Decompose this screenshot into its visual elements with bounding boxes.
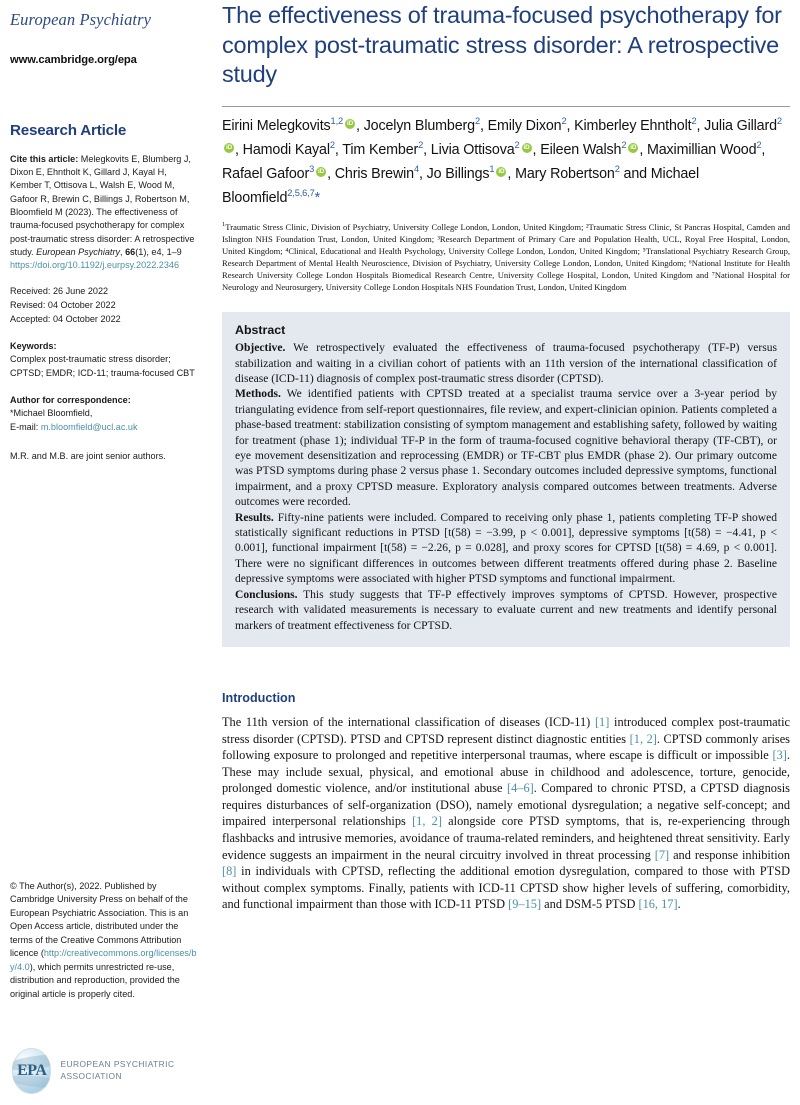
- author-separator: ,: [566, 117, 575, 134]
- author-separator: ,: [356, 117, 364, 134]
- author-separator: and: [619, 165, 651, 182]
- abstract-paragraph: [235, 511, 777, 588]
- article-type-heading: Research Article: [10, 122, 127, 140]
- author-affiliation-marker: 4: [413, 163, 420, 174]
- author-name: Jo Billings: [426, 165, 490, 182]
- affiliations-text: Traumatic Stress Clinic, Division of Psychiatry, University College London, London, United Kingdom; ²Traumatic Stress Clinic, St Pancras Hospital, Camden and Islington NHS Foundation Trust, London, United Kingdom; ³Research Department of Primary Care and Population Health, UCL, Royal Free Hospital, London, United Kingdom; ⁴Clinical, Educational and Health Psychology, University College London, London, United Kingdom; ⁵Translational Psychiatry Research Group, Research Department of Mental Health Neuroscience, Division of Psychiatry, University College London, London, United Kingdom; ⁶National Institute for Health Research University College London Hospitals Biomedical Research Centre, University College Hospital, London, United Kingdom and ⁷National Hospital for Neurology and Neurosurgery, University College London Hospitals NHS Foundation Trust, London, United Kingdom: [222, 221, 790, 293]
- orcid-icon[interactable]: [316, 167, 326, 177]
- author-affiliation-marker: 2: [329, 139, 335, 150]
- author-name: Kimberley Ehntholt: [574, 117, 692, 134]
- author-name: Livia Ottisova: [430, 141, 515, 158]
- creative-commons-link[interactable]: http://creativecommons.org/licenses/by/4.0: [10, 948, 197, 972]
- publication-dates: [10, 285, 197, 326]
- date-accepted: Accepted: 04 October 2022: [10, 313, 121, 324]
- reference-citation[interactable]: [9–15]: [508, 897, 542, 912]
- author-separator: ,: [334, 141, 343, 158]
- abstract-paragraph-label: Conclusions.: [235, 588, 298, 601]
- orcid-icon[interactable]: [224, 143, 234, 153]
- abstract-heading: Abstract: [235, 323, 286, 338]
- email-link[interactable]: m.bloomfield@ucl.ac.uk: [40, 421, 138, 432]
- author-name: Hamodi Kayal: [242, 141, 330, 158]
- reference-citation[interactable]: [7]: [654, 847, 670, 862]
- author-affiliation-marker: 2: [514, 139, 520, 150]
- author-separator: ,: [761, 141, 766, 158]
- author-name: Tim Kember: [342, 141, 419, 158]
- citation-block: Cite this article: Melegkovits E, Blumberg J, Dixon E, Ehntholt K, Gillard J, Kayal H, Kember T, Ottisova L, Walsh E, Wood M, Gafoor R, Brewin C, Billings J, Robertson M, Bloomfield M (2023). The effectiveness of trauma-focused psychotherapy for complex post-traumatic stress disorder: A retrospective study. European Psychiatry, 66(1), e4, 1–9 https://doi.org/10.1192/j.eurpsy.2022.2346: [10, 153, 195, 271]
- date-received: Received: 26 June 2022: [10, 286, 109, 297]
- cite-text: Melegkovits E, Blumberg J, Dixon E, Ehntholt K, Gillard J, Kayal H, Kember T, Ottisova L, Walsh E, Wood M, Gafoor R, Brewin C, Billings J, Robertson M, Bloomfield M (2023). The effectiveness of trauma-focused psychotherapy for complex post-traumatic stress disorder: A retrospective study.: [10, 153, 195, 257]
- author-separator: ,: [507, 165, 516, 182]
- author-separator: ,: [532, 141, 541, 158]
- reference-citation[interactable]: [3]: [772, 748, 787, 763]
- author-affiliation-marker: 2: [418, 139, 424, 150]
- reference-citation[interactable]: [8]: [222, 864, 237, 879]
- main-column: [213, 0, 800, 1105]
- globe-icon: [12, 1048, 51, 1094]
- journal-masthead: European Psychiatry: [10, 10, 152, 29]
- joint-authors-note: M.R. and M.B. are joint senior authors.: [10, 450, 166, 461]
- author-affiliation-marker: 3: [309, 163, 315, 174]
- abstract-paragraph-text: This study suggests that TF-P effectively improves symptoms of CPTSD. However, prospective research with validated measurements is necessary to evaluate current and new treatments and identify personal markers of treatment effectiveness for CPTSD.: [235, 588, 777, 632]
- abstract-paragraph-text: We retrospectively evaluated the effectiveness of trauma-focused psychotherapy (TF-P) versus stabilization and waiting in a civilian cohort of patients with an 11th version of the international classification of disease (ICD-11) diagnosis of complex post-traumatic stress disorder (CPTSD).: [235, 342, 777, 386]
- orcid-icon[interactable]: [628, 143, 638, 153]
- orcid-icon[interactable]: [522, 143, 532, 153]
- epa-logo-text: EPA: [17, 1062, 47, 1079]
- copyright-part-1: © The Author(s), 2022. Published by Cambridge University Press on behalf of the European Psychiatric Association. This is an Open Access article, distributed under the terms of the Creative Commons Attribution licence (: [10, 881, 189, 959]
- reference-citation[interactable]: [4–6]: [506, 781, 534, 796]
- correspondence-email-row: [10, 421, 197, 435]
- author-affiliation-marker: 2: [691, 115, 697, 126]
- reference-citation[interactable]: [1, 2]: [412, 814, 442, 829]
- author-separator: ,: [479, 117, 488, 134]
- author-separator: ,: [419, 165, 427, 182]
- abstract-paragraph: [235, 387, 777, 510]
- date-revised: Revised: 04 October 2022: [10, 299, 116, 310]
- copyright-notice: [10, 880, 197, 1001]
- introduction-paragraph: The 11th version of the international classification of diseases (ICD-11) [1] introduced complex post-traumatic stress disorder (CPTSD). PTSD and CPTSD represent distinct diagnostic entities [1, 2]. CPTSD commonly arises following exposure to prolonged and repetitive interpersonal traumas, where escape is difficult or impossible [3]. These may include sexual, physical, and emotional abuse in childhood and adolescence, torture, genocide, prolonged domestic violence, and/or institutional abuse [4–6]. Compared to chronic PTSD, a CPTSD diagnosis requires disturbances of self-organization (DSO), namely emotional dysregulation; a negative self-concept; and impaired interpersonal relationships [1, 2] alongside core PTSD symptoms, that is, re-experiencing through flashbacks and intrusive memories, avoidance of trauma-related reminders, and heightened threat sensitivity. Early evidence suggests an impairment in the neural circuitry involved in threat processing [7] and response inhibition [8] in individuals with CPTSD, reflecting the additional emotion dysregulation, compared to those with PTSD without complex symptoms. Finally, patients with ICD-11 CPTSD show higher levels of suffering, comorbidity, and functional impairment than those with ICD-11 PTSD [9–15] and DSM-5 PTSD [16, 17].: [222, 714, 791, 912]
- author-name: Michael Bloomfield: [222, 165, 699, 206]
- author-affiliation-marker: 2,5,6,7: [287, 188, 315, 199]
- author-name: Maximillian Wood: [647, 141, 757, 158]
- author-separator: ,: [696, 117, 705, 134]
- author-name: Jocelyn Blumberg: [363, 117, 475, 134]
- author-affiliation-marker: 2: [614, 163, 620, 174]
- author-list: [222, 114, 790, 210]
- author-affiliation-marker: 1: [489, 163, 495, 174]
- correspondence-name: *Michael Bloomfield,: [10, 408, 93, 419]
- email-label: E-mail:: [10, 421, 41, 432]
- reference-citation[interactable]: [1, 2]: [629, 731, 657, 746]
- cite-journal: European Psychiatry: [36, 246, 121, 257]
- author-name: Julia Gillard: [704, 117, 777, 134]
- sidebar: [0, 0, 213, 1105]
- orcid-icon[interactable]: [496, 167, 506, 177]
- corresponding-author-marker: *: [314, 189, 321, 206]
- author-name: Rafael Gafoor: [222, 165, 310, 182]
- abstract-box: [222, 312, 790, 647]
- author-affiliation-marker: 1,2: [330, 115, 344, 126]
- author-affiliation-marker: 2: [756, 139, 762, 150]
- author-separator: ,: [639, 141, 647, 158]
- cite-volume: 66: [125, 246, 136, 257]
- correspondence-heading: Author for correspondence:: [10, 395, 131, 406]
- author-name: Eileen Walsh: [540, 141, 622, 158]
- author-name: Emily Dixon: [487, 117, 562, 134]
- doi-link[interactable]: https://doi.org/10.1192/j.eurpsy.2022.2346: [10, 260, 180, 271]
- page-title: The effectiveness of trauma-focused psychotherapy for complex post-traumatic stress disorder: A retrospective study: [222, 2, 782, 88]
- author-name: Eirini Melegkovits: [222, 117, 331, 134]
- abstract-paragraph-text: We identified patients with CPTSD treated at a specialist trauma service over a 3-year period by triangulating evidence from self-report questionnaires, file review, and expert-clinician opinion. Patients completed a phase-based treatment: stabilization consisting of symptom management and establishing safety, followed by waiting for treatment (phase 1); individual TF-P in the form of trauma-focused cognitive behavioral therapy (TF-CBT), or eye movement desensitization and reprocessing (EMDR) or TF-CBT plus EMDR (phase 2). Our primary outcome was PTSD symptoms during phase 2 versus phase 1. Secondary outcomes included depressive symptoms, functional impairment, and a proxy CPTSD measure. Exploratory analysis compared outcomes between treatments. Adverse outcomes were recorded.: [235, 388, 777, 509]
- author-separator: ,: [327, 165, 335, 182]
- abstract-paragraph-text: Fifty-nine patients were included. Compared to receiving only phase 1, patients completing TF-P showed statistically significant reductions in PTSD [t(58) = −3.99, p < 0.001], depressive symptoms [t(58) = −4.41, p < 0.001], functional impairment [t(58) = −2.26, p = 0.028], and proxy scores for CPTSD [t(58) = 4.69, p < 0.001]. There were no significant differences in outcomes between different treatments offered during phase 2. Baseline depressive symptoms were associated with higher PTSD symptoms and functional impairment.: [235, 511, 777, 586]
- keywords-list: Complex post-traumatic stress disorder; CPTSD; EMDR; ICD-11; trauma-focused CBT: [10, 354, 195, 378]
- journal-url[interactable]: www.cambridge.org/epa: [10, 54, 137, 67]
- abstract-paragraph-label: Results.: [235, 511, 274, 524]
- author-affiliation-marker: 2: [621, 139, 627, 150]
- abstract-paragraphs: [235, 341, 777, 634]
- abstract-paragraph-label: Methods.: [235, 388, 281, 401]
- introduction-heading: Introduction: [222, 690, 296, 705]
- title-divider: [222, 106, 790, 107]
- affiliations-block: $^1$Traumatic Stress Clinic, Division of Psychiatry, University College London, London, United Kingdom; ²Traumatic Stress Clinic, St Pancras Hospital, Camden and Islington NHS Foundation Trust, London, United Kingdom; ³Research Department of Primary Care and Population Health, UCL, Royal Free Hospital, London, United Kingdom; ⁴Clinical, Educational and Health Psychology, University College London, London, United Kingdom; ⁵Translational Psychiatry Research Group, Research Department of Mental Health Neuroscience, Division of Psychiatry, University College London, London, United Kingdom; ⁶National Institute for Health Research University College London Hospitals Biomedical Research Centre, University College Hospital, London, United Kingdom and ⁷National Hospital for Neurology and Neurosurgery, University College London Hospitals NHS Foundation Trust, London, United Kingdom: [222, 221, 790, 293]
- author-separator: ,: [423, 141, 431, 158]
- epa-association-name: EUROPEAN PSYCHIATRIC ASSOCIATION: [60, 1059, 175, 1081]
- abstract-paragraph: [235, 341, 777, 387]
- abstract-paragraph: [235, 588, 777, 634]
- author-affiliation-marker: 2: [474, 115, 480, 126]
- author-separator: ,: [235, 141, 243, 158]
- reference-citation[interactable]: [16, 17]: [638, 897, 678, 912]
- author-name: Mary Robertson: [515, 165, 615, 182]
- copyright-part-2: ), which permits unrestricted re-use, distribution and reproduction, provided the original article is properly cited.: [10, 961, 180, 999]
- author-affiliation-marker: 2: [776, 115, 782, 126]
- orcid-icon[interactable]: [345, 119, 355, 129]
- cite-issue-pages: (1), e4, 1–9: [135, 246, 182, 257]
- reference-citation[interactable]: [1]: [594, 714, 610, 729]
- abstract-paragraph-label: Objective.: [235, 342, 286, 355]
- author-affiliation-marker: 2: [561, 115, 567, 126]
- cite-label: Cite this article:: [10, 153, 79, 164]
- epa-logo-row: [12, 1048, 213, 1094]
- author-name: Chris Brewin: [334, 165, 414, 182]
- keywords-heading: Keywords:: [10, 341, 57, 352]
